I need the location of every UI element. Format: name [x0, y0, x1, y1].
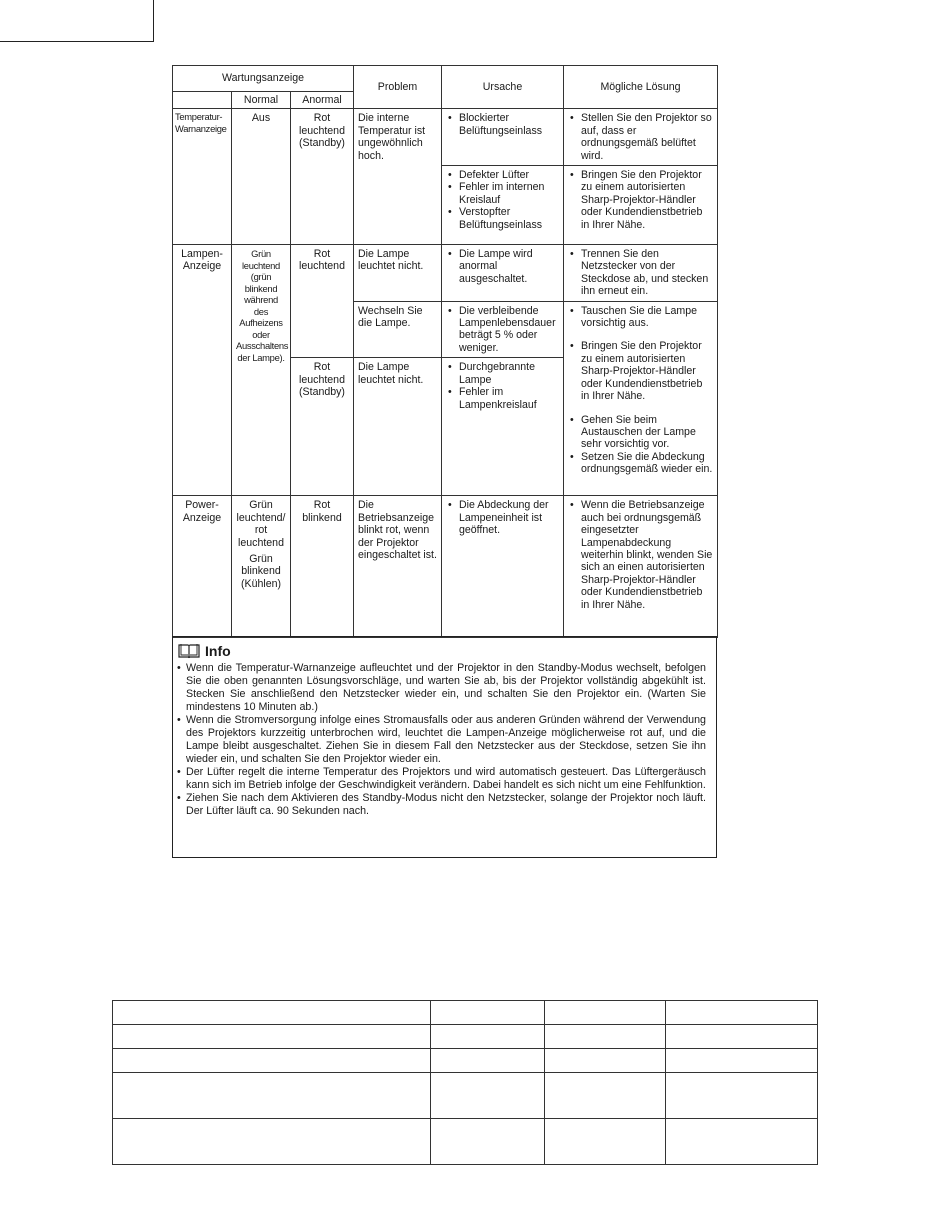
info-header: [177, 643, 706, 659]
empty-cell: [113, 1025, 431, 1049]
temp-normal: Aus: [232, 109, 291, 245]
empty-cell: [431, 1049, 545, 1073]
bullet-item: • Fehler im Lampenkreislauf: [446, 386, 559, 411]
empty-cell: [113, 1119, 431, 1165]
temp-solution-2: [564, 166, 718, 245]
power-abnormal: Rot blinkend: [291, 496, 354, 638]
empty-cell: [545, 1073, 666, 1119]
temp-cause-1: [442, 109, 564, 166]
lamp-cause-3: [442, 358, 564, 496]
header-abnormal: Anormal: [291, 92, 354, 109]
bullet-item: • Fehler im internen Kreislauf: [446, 181, 559, 206]
lamp-abnormal-1: Rot leuchtend: [291, 245, 354, 358]
info-title: Info: [205, 642, 231, 659]
bullet-item: • Stellen Sie den Projektor so auf, dass er ordnungsgemäß belüftet wird.: [568, 112, 713, 162]
info-item: • Der Lüfter regelt die interne Temperatur des Projektors und wird automatisch gesteuert. Das Lüftergeräusch kann sich im Betrieb infolge der Geschwindigkeit verändern. Dabei handelt es sich nicht um eine Fehlfunktion.: [177, 766, 706, 792]
info-box: [172, 636, 717, 858]
lamp-problem-2: Wechseln Sie die Lampe.: [354, 301, 442, 358]
temp-cause-2: [442, 166, 564, 245]
temp-problem: Die interne Temperatur ist ungewöhnlich hoch.: [354, 109, 442, 245]
power-indicator-label: Power-Anzeige: [173, 496, 232, 638]
troubleshooting-table: [172, 65, 718, 638]
bullet-item: • Verstopfter Belüftungseinlass: [446, 206, 559, 231]
empty-cell: [666, 1025, 818, 1049]
temp-solution-1: [564, 109, 718, 166]
lamp-solution-2: [564, 301, 718, 496]
lamp-solution-2-item: • Bringen Sie den Projektor zu einem autorisierten Sharp-Projektor-Händler oder Kundendienstbetrieb in Ihrer Nähe.: [568, 340, 713, 402]
temp-indicator-label: Temperatur-Warnanzeige: [173, 109, 232, 245]
temp-abnormal: Rot leuchtend (Standby): [291, 109, 354, 245]
empty-cell: [431, 1119, 545, 1165]
bullet-item: • Durchgebrannte Lampe: [446, 361, 559, 386]
info-item: • Wenn die Temperatur-Warnanzeige aufleuchtet und der Projektor in den Standby-Modus wechselt, befolgen Sie die oben genannten Lösungsvorschläge, und warten Sie ab, bis der Projektor vollständig abgekühlt ist. Stecken Sie anschließend den Netzstecker wieder ein, und schalten Sie den Projektor ein. (Warten Sie mindestens 10 Minuten ab.): [177, 662, 706, 714]
lamp-abnormal-2: Rot leuchtend (Standby): [291, 358, 354, 496]
info-item: • Ziehen Sie nach dem Aktivieren des Standby-Modus nicht den Netzstecker, solange der Projektor noch läuft. Der Lüfter läuft ca. 90 Sekunden nach.: [177, 792, 706, 818]
header-maintenance-indicator: Wartungsanzeige: [173, 66, 354, 92]
bullet-item: • Blockierter Belüftungseinlass: [446, 112, 559, 137]
lamp-cause-2: [442, 301, 564, 358]
info-item: • Wenn die Stromversorgung infolge eines Stromausfalls oder aus anderen Gründen während der Verwendung des Projektors kurzzeitig unterbrochen wird, leuchtet die Lampen-Anzeige möglicherweise rot auf, und die Lampe bleibt ausgeschaltet. Ziehen Sie in diesem Fall den Netzstecker aus der Steckdose, setzen Sie ihn wieder ein, und schalten Sie den Projektor wieder ein.: [177, 714, 706, 766]
power-normal-2: Grün blinkend (Kühlen): [240, 552, 282, 590]
power-solution: [564, 496, 718, 638]
lamp-solution-2-item: • Gehen Sie beim Austauschen der Lampe sehr vorsichtig vor.: [568, 414, 713, 451]
header-solution: Mögliche Lösung: [564, 66, 718, 109]
lamp-problem-3: Die Lampe leuchtet nicht.: [354, 358, 442, 496]
empty-cell: [431, 1073, 545, 1119]
power-problem: Die Betriebsanzeige blinkt rot, wenn der Projektor eingeschaltet ist.: [354, 496, 442, 638]
power-normal-1: Grün leuchtend/ rot leuchtend: [236, 499, 286, 549]
bullet-item: • Wenn die Betriebsanzeige auch bei ordnungsgemäß eingesetzter Lampenabdeckung weiterhin blinkt, wenden Sie sich an einen autorisierten Sharp-Projektor-Händler oder Kundendienstbetrieb in Ihrer Nähe.: [568, 499, 713, 611]
bullet-item: • Trennen Sie den Netzstecker von der Steckdose ab, und stecken ihn erneut ein.: [568, 248, 713, 298]
empty-cell: [545, 1119, 666, 1165]
info-list: [177, 662, 706, 818]
header-cause: Ursache: [442, 66, 564, 109]
lamp-cause-1: [442, 245, 564, 302]
bullet-item: • Die Abdeckung der Lampeneinheit ist geöffnet.: [446, 499, 559, 536]
bullet-item: • Die verbleibende Lampenlebensdauer beträgt 5 % oder weniger.: [446, 305, 559, 355]
empty-cell: [545, 1025, 666, 1049]
bullet-item: • Defekter Lüfter: [446, 169, 559, 181]
book-icon: [178, 643, 200, 659]
empty-cell: [431, 1025, 545, 1049]
header-normal: Normal: [232, 92, 291, 109]
lamp-normal: Grün leuchtend (grün blinkend während des Aufheizens oder Ausschaltens der Lampe).: [232, 245, 291, 496]
empty-cell: [666, 1001, 818, 1025]
lamp-solution-2-item: • Setzen Sie die Abdeckung ordnungsgemäß wieder ein.: [568, 451, 713, 476]
lamp-indicator-label: Lampen-Anzeige: [173, 245, 232, 496]
header-problem: Problem: [354, 66, 442, 109]
empty-cell: [113, 1001, 431, 1025]
bullet-item: • Die Lampe wird anormal ausgeschaltet.: [446, 248, 559, 285]
empty-grid-table: [112, 1000, 818, 1165]
lamp-solution-1: [564, 245, 718, 302]
empty-cell: [545, 1049, 666, 1073]
empty-cell: [666, 1049, 818, 1073]
empty-cell: [545, 1001, 666, 1025]
corner-frame: [0, 0, 154, 42]
empty-cell: [113, 1073, 431, 1119]
header-spacer: [173, 92, 232, 109]
power-cause: [442, 496, 564, 638]
empty-cell: [666, 1119, 818, 1165]
empty-cell: [666, 1073, 818, 1119]
bullet-item: • Bringen Sie den Projektor zu einem autorisierten Sharp-Projektor-Händler oder Kundendienstbetrieb in Ihrer Nähe.: [568, 169, 713, 231]
empty-cell: [431, 1001, 545, 1025]
power-normal: [232, 496, 291, 638]
lamp-solution-2-item: • Tauschen Sie die Lampe vorsichtig aus.: [568, 305, 713, 330]
lamp-problem-1: Die Lampe leuchtet nicht.: [354, 245, 442, 302]
empty-cell: [113, 1049, 431, 1073]
